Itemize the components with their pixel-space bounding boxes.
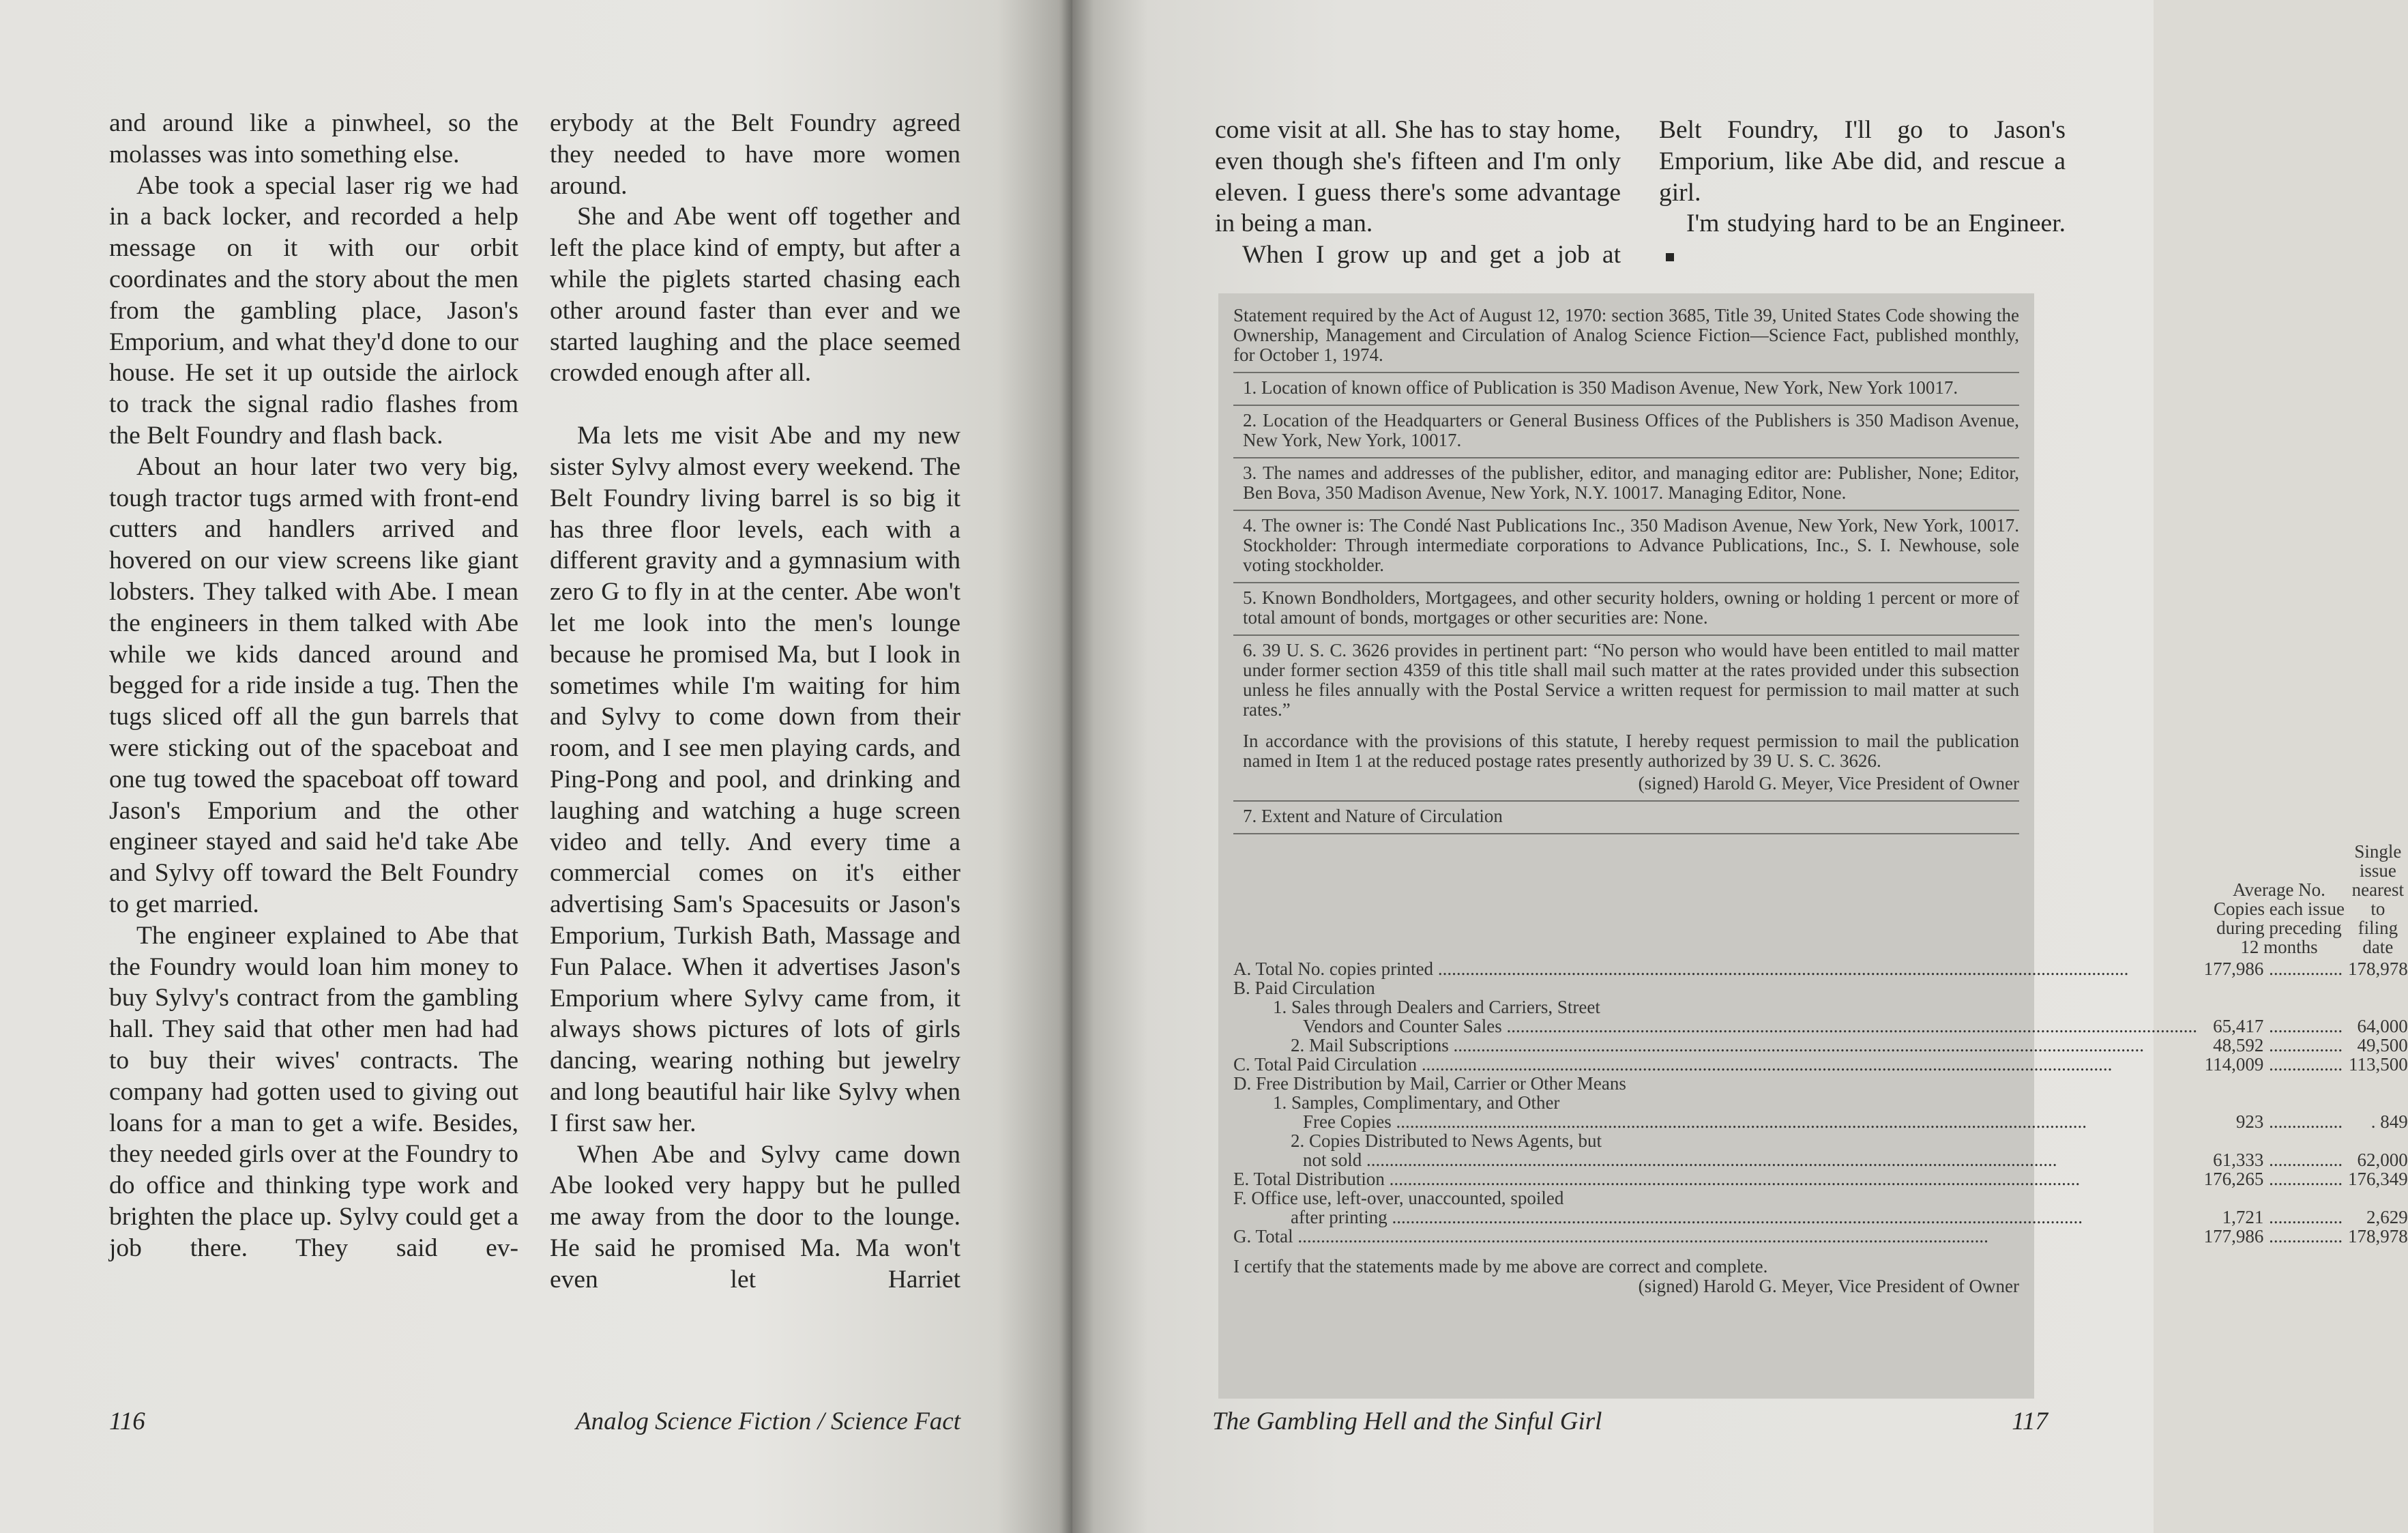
leader-dots: [2263, 959, 2348, 978]
table-row: [1233, 978, 2408, 997]
paragraph: Abe took a special laser rig we had in a back locker, and recorded a help message on it with our orbit coordinates and the story about the men from the gambling place, Jason's Emporium, and what they'd done to our house. He set it up outside the airlock to track the signal radio flashes from the Belt Foundry and flash back.: [109, 171, 518, 450]
row-label: 1. Samples, Complimentary, and Other: [1273, 1092, 1560, 1113]
row-label: Vendors and Counter Sales .....: [1233, 1017, 2197, 1036]
row-average: 923: [2235, 1111, 2264, 1132]
column-header-single: Single issue nearest to filing date: [2351, 841, 2405, 957]
row-average: 65,417: [2213, 1016, 2264, 1036]
row-label: F. Office use, left-over, unaccounted, spoiled: [1233, 1188, 1564, 1208]
left-page: [0, 0, 1072, 1533]
row-label: C. Total Paid Circulation .....: [1233, 1055, 2197, 1074]
row-single: 62,000: [2357, 1150, 2408, 1170]
statement-item-text: 4. The owner is: The Condé Nast Publications Inc., 350 Madison Avenue, New York, New York, 10017. Stockholder: Through intermediate corporations to Advance Publications, Inc., S. I. Newhouse, sole voting stockholder.: [1243, 515, 2019, 575]
page-number-left: 116: [109, 1407, 145, 1435]
signature-line: (signed) Harold G. Meyer, Vice President of Owner: [1638, 773, 2019, 793]
row-label: 2. Mail Subscriptions .....: [1233, 1036, 2197, 1055]
leader-dots: [2263, 1227, 2348, 1246]
row-label: 1. Sales through Dealers and Carriers, Street: [1273, 997, 1600, 1017]
row-single: 64,000: [2357, 1016, 2408, 1036]
row-label: after printing .....: [1233, 1208, 2197, 1227]
end-mark-icon: [1666, 253, 1674, 261]
row-single: 2,629: [2366, 1207, 2408, 1227]
statement-intro: [1233, 306, 2019, 373]
table-row: [1233, 1208, 2408, 1227]
row-average: 177,986: [2203, 1226, 2264, 1246]
page-number-right: 117: [2012, 1407, 2048, 1435]
leader-dots: [2263, 1112, 2348, 1131]
circulation-table: [1233, 841, 2408, 1246]
row-average: 177,986: [2203, 959, 2264, 979]
certification-signature: (signed) Harold G. Meyer, Vice President of Owner: [1638, 1276, 2019, 1296]
row-label: G. Total .....: [1233, 1227, 2197, 1246]
statement-item: [1233, 583, 2019, 636]
table-row: [1233, 1074, 2408, 1093]
row-average: 61,333: [2213, 1150, 2264, 1170]
leader-dots: [2263, 1036, 2348, 1055]
leader-dots: [2263, 1169, 2348, 1188]
table-row: [1233, 1131, 2408, 1150]
row-average: 48,592: [2213, 1035, 2264, 1055]
circulation-heading: [1233, 802, 2019, 834]
row-label: E. Total Distribution .....: [1233, 1169, 2197, 1188]
statement-item: [1233, 406, 2019, 458]
left-column-1: [109, 108, 518, 1264]
row-label: 2. Copies Distributed to News Agents, but: [1291, 1130, 1602, 1151]
paragraph: When Abe and Sylvy came down Abe looked very happy but he pulled me away from the door to the lounge. He said he promised Ma. Ma won't even let Harriet: [550, 1140, 960, 1294]
statement-intro-text: Statement required by the Act of August 12, 1970: section 3685, Title 39, United States Code showing the Ownership, Management and Circulation of Analog Science Fiction—Science Fact, published monthly, for October 1, 1974.: [1233, 305, 2019, 365]
statement-item-text: 5. Known Bondholders, Mortgagees, and other security holders, owning or holding 1 percent or more of total amount of bonds, mortgages or other securities are: None.: [1243, 587, 2019, 628]
row-label: D. Free Distribution by Mail, Carrier or Other Means: [1233, 1073, 1626, 1094]
paragraph: About an hour later two very big, tough tractor tugs armed with front-end cutters and handlers arrived and hovered on our view screens like giant lobsters. They talked with Abe. I mean the engineers in them talked with Abe while we kids danced around and begged for a ride inside a tug. Then the tugs sliced off all the gun barrels that were sticking out of the spaceboat and one tug towed the spaceboat off toward Jason's Emporium and the other engineer stayed and said he'd take Abe and Sylvy off toward the Belt Foundry to get married.: [109, 452, 518, 918]
paragraph-text: I'm studying hard to be an Engineer.: [1686, 209, 2066, 238]
right-column-2: [1659, 115, 2066, 271]
paragraph: come visit at all. She has to stay home, even though she's fifteen and I'm only eleven. I guess there's some advantage in being a man.: [1215, 116, 1621, 238]
table-row: [1233, 1036, 2408, 1055]
table-row: [1233, 959, 2408, 978]
certification: [1233, 1257, 2019, 1296]
statement-accordance: [1233, 727, 2019, 802]
table-row: [1233, 1227, 2408, 1246]
statement-item: [1233, 373, 2019, 406]
row-label: Free Copies .....: [1233, 1112, 2197, 1131]
paragraph: and around like a pinwheel, so the molasses was into something else.: [109, 109, 518, 169]
paragraph: Ma lets me visit Abe and my new sister Sylvy almost every weekend. The Belt Foundry living barrel is so big it has three floor levels, each with a different gravity and a gymnasium with zero G to fly in at the center. Abe won't let me look into the men's lounge because he promised Ma, but I look in sometimes while I'm waiting for him and Sylvy to come down from their room, and I see men playing cards, and Ping-Pong and pool, and drinking and laughing and watching a huge screen video and telly. And every time a commercial comes on it's either advertising Sam's Spacesuits or Jason's Emporium, Turkish Bath, Massage and Fun Palace. When it advertises Jason's Emporium where Sylvy came from, it always shows pictures of lots of girls dancing, wearing nothing but jewelry and long beautiful hair like Sylvy when I first saw her.: [550, 422, 960, 1137]
row-label: A. Total No. copies printed .....: [1233, 959, 2197, 978]
table-row: [1233, 1150, 2408, 1169]
row-single: 113,500: [2348, 1054, 2408, 1075]
row-single: 178,978: [2347, 1226, 2408, 1246]
left-column-2: [550, 108, 960, 1295]
row-single: 176,349: [2347, 1169, 2408, 1189]
paragraph: erybody at the Belt Foundry agreed they needed to have more women around.: [550, 109, 960, 200]
statement-item: [1233, 511, 2019, 583]
row-average: 176,265: [2203, 1169, 2264, 1189]
statement-item: [1233, 636, 2019, 727]
certification-text: I certify that the statements made by me above are correct and complete.: [1233, 1256, 1768, 1276]
circulation-heading-text: 7. Extent and Nature of Circulation: [1243, 806, 1503, 826]
row-label: not sold .....: [1233, 1150, 2197, 1169]
paragraph: When I grow up and get a job at: [1242, 241, 1621, 269]
leader-dots: [2263, 1150, 2348, 1169]
table-row: [1233, 1093, 2408, 1112]
statement-of-ownership: [1218, 293, 2408, 1399]
table-row: [1233, 1017, 2408, 1036]
table-row: [1233, 1055, 2408, 1074]
accordance-text: In accordance with the provisions of this statute, I hereby request permission to mail the publication named in Item 1 at the reduced postage rates presently authorized by 39 U. S. C. 3626.: [1243, 731, 2019, 771]
statement-item-text: 3. The names and addresses of the publisher, editor, and managing editor are: Publisher, None; Editor, Ben Bova, 350 Madison Avenue, New York, N.Y. 10017. Managing Editor, None.: [1243, 463, 2019, 503]
right-column-1: [1215, 115, 1621, 271]
row-single: 178,978: [2347, 959, 2408, 979]
table-row: [1233, 1169, 2408, 1188]
leader-dots: [2263, 1208, 2348, 1227]
table-row: [1233, 1188, 2408, 1208]
row-single: 49,500: [2357, 1035, 2408, 1055]
statement-item-text: 2. Location of the Headquarters or General Business Offices of the Publishers is 350 Madison Avenue, New York, New York, 10017.: [1243, 410, 2019, 450]
table-row: [1233, 997, 2408, 1017]
row-label: B. Paid Circulation: [1233, 978, 1375, 998]
row-average: 1,721: [2222, 1207, 2264, 1227]
running-footer-right: The Gambling Hell and the Sinful Girl: [1212, 1407, 1602, 1435]
paragraph: Belt Foundry, I'll go to Jason's Emporium, like Abe did, and rescue a girl.: [1659, 116, 2066, 207]
paragraph: She and Abe went off together and left the place kind of empty, but after a while the piglets started chasing each other around faster than ever and we started laughing and the place seemed crowded enough after all.: [550, 203, 960, 388]
statement-item-text: 6. 39 U. S. C. 3626 provides in pertinent part: “No person who would have been entitled to mail matter under former section 4359 of this title shall mail such matter at the rates provided under this subsection unless he files annually with the Postal Service a written request for permission to mail matter at such rates.”: [1243, 640, 2019, 720]
leader-dots: [2263, 1017, 2348, 1036]
row-average: 114,009: [2204, 1054, 2264, 1075]
table-row: [1233, 1112, 2408, 1131]
running-footer-left: Analog Science Fiction / Science Fact: [575, 1407, 960, 1435]
row-single: . 849: [2370, 1111, 2408, 1132]
statement-item-text: 1. Location of known office of Publication is 350 Madison Avenue, New York, New York 10017.: [1243, 377, 1958, 398]
statement-item: [1233, 458, 2019, 511]
paragraph: The engineer explained to Abe that the Foundry would loan him money to buy Sylvy's contract from the gambling hall. They said that other men had had to buy their wives' contracts. The company had gotten used to giving out loans for a man to get a wife. Besides, they needed girls over at the Foundry to do office and thinking type work and brighten the place up. Sylvy could get a job there. They said ev-: [109, 921, 518, 1262]
column-header-average: Average No. Copies each issue during preceding 12 months: [2213, 879, 2345, 957]
table-header-row: [1233, 841, 2408, 959]
leader-dots: [2263, 1055, 2348, 1074]
paragraph: [1659, 208, 2066, 271]
